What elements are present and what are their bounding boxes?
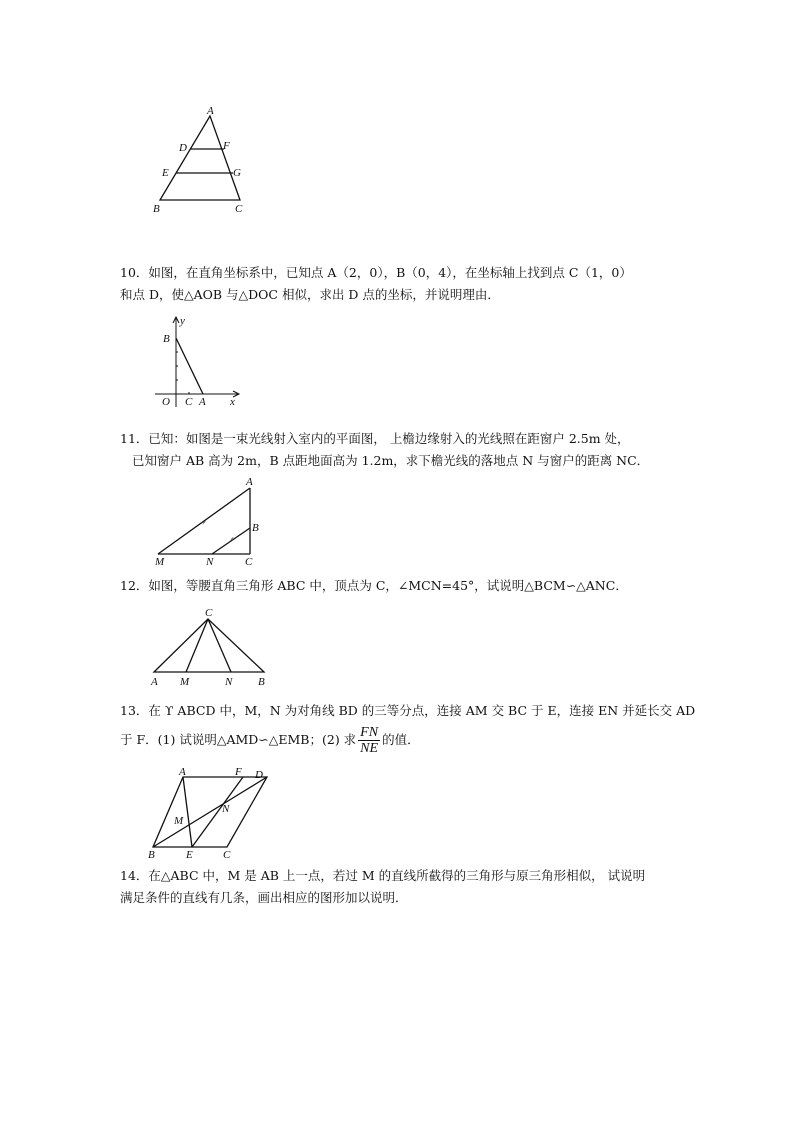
segment-cm	[186, 619, 208, 672]
problem-13-line-1: 13．在 ϒ ABCD 中，M，N 为对角线 BD 的三等分点，连接 AM 交 BC 于 E，连接 EN 并延长交 AD	[120, 703, 696, 718]
segment-ef	[192, 777, 243, 847]
fraction-fn-over-ne	[358, 725, 380, 756]
label-n: N	[225, 676, 233, 688]
fraction-numerator: FN	[360, 725, 379, 740]
label-b: B	[148, 849, 155, 861]
label-a: A	[151, 676, 158, 688]
figure-13-svg	[145, 765, 275, 865]
label-b: B	[252, 522, 259, 534]
problem-11-line-2: 已知窗户 AB 高为 2m，B 点距地面高为 1.2m，求下檐光线的落地点 N 与窗户的距离 NC．	[132, 453, 650, 468]
label-e: E	[186, 849, 193, 861]
label-a: A	[179, 766, 186, 778]
ray-ma	[158, 488, 250, 554]
label-m: M	[155, 556, 165, 568]
problem-13-line-2-end: 的值．	[382, 732, 420, 747]
label-c: C	[235, 203, 243, 215]
label-a: A	[246, 476, 253, 488]
triangle-abc	[160, 116, 240, 200]
label-d: D	[255, 769, 263, 781]
problem-10	[120, 262, 690, 306]
label-d: D	[179, 142, 187, 154]
figure-isosceles-right-triangle	[148, 605, 273, 690]
problem-13-line-2	[120, 722, 690, 758]
fraction-denominator: NE	[360, 741, 379, 756]
label-e: E	[162, 167, 169, 179]
label-o: O	[162, 396, 170, 408]
label-m: M	[174, 815, 184, 827]
label-f: F	[235, 766, 242, 778]
label-n: N	[222, 803, 230, 815]
label-a: A	[207, 105, 214, 117]
label-c: C	[185, 396, 193, 408]
ray-nb	[212, 528, 250, 554]
problem-12	[120, 575, 690, 597]
figure-10-svg	[155, 312, 250, 412]
label-c: C	[205, 607, 213, 619]
label-n: N	[206, 556, 214, 568]
segment-ae	[183, 777, 192, 847]
figure-12-svg	[148, 605, 273, 690]
figure-parallelogram	[145, 765, 275, 865]
label-y: y	[180, 315, 185, 327]
problem-10-line-1: 10．如图，在直角坐标系中，已知点 A（2，0），B（0，4），在坐标轴上找到点 C（1，0）	[120, 265, 632, 280]
label-b: B	[153, 203, 160, 215]
diagonal-bd	[153, 777, 267, 847]
label-a: A	[199, 396, 206, 408]
problem-12-line-1: 12．如图，等腰直角三角形 ABC 中，顶点为 C，∠MCN=45°，试说明△BCM∽△ANC．	[120, 578, 628, 593]
label-x: x	[230, 396, 235, 408]
figure-coordinate-axes	[155, 312, 250, 412]
label-c: C	[245, 556, 253, 568]
segment-ab	[176, 338, 203, 394]
label-m: M	[180, 676, 190, 688]
problem-14	[120, 865, 690, 909]
problem-14-line-2: 满足条件的直线有几条，画出相应的图形加以说明．	[120, 890, 408, 905]
label-f: F	[223, 140, 230, 152]
label-g: G	[233, 167, 241, 179]
figure-light-window	[150, 476, 270, 571]
figure-11-svg	[150, 476, 270, 571]
problem-11-line-1: 11．已知：如图是一束光线射入室内的平面图， 上檐边缘射入的光线照在距窗户 2.5m 处，	[120, 431, 630, 446]
problem-13	[120, 700, 696, 758]
segment-cn	[208, 619, 231, 672]
label-b: B	[258, 676, 265, 688]
problem-11	[120, 428, 690, 472]
figure-9-svg	[150, 104, 250, 216]
figure-triangle-parallel-lines	[150, 104, 250, 216]
label-c: C	[223, 849, 231, 861]
triangle-abc	[154, 619, 264, 672]
problem-13-line-2-start: 于 F．(1) 试说明△AMD∽△EMB；(2) 求	[120, 732, 357, 747]
problem-14-line-1: 14．在△ABC 中，M 是 AB 上一点，若过 M 的直线所截得的三角形与原三角形相似， 试说明	[120, 868, 646, 883]
problem-10-line-2: 和点 D，使△AOB 与△DOC 相似，求出 D 点的坐标，并说明理由．	[120, 287, 500, 302]
label-b: B	[163, 333, 170, 345]
